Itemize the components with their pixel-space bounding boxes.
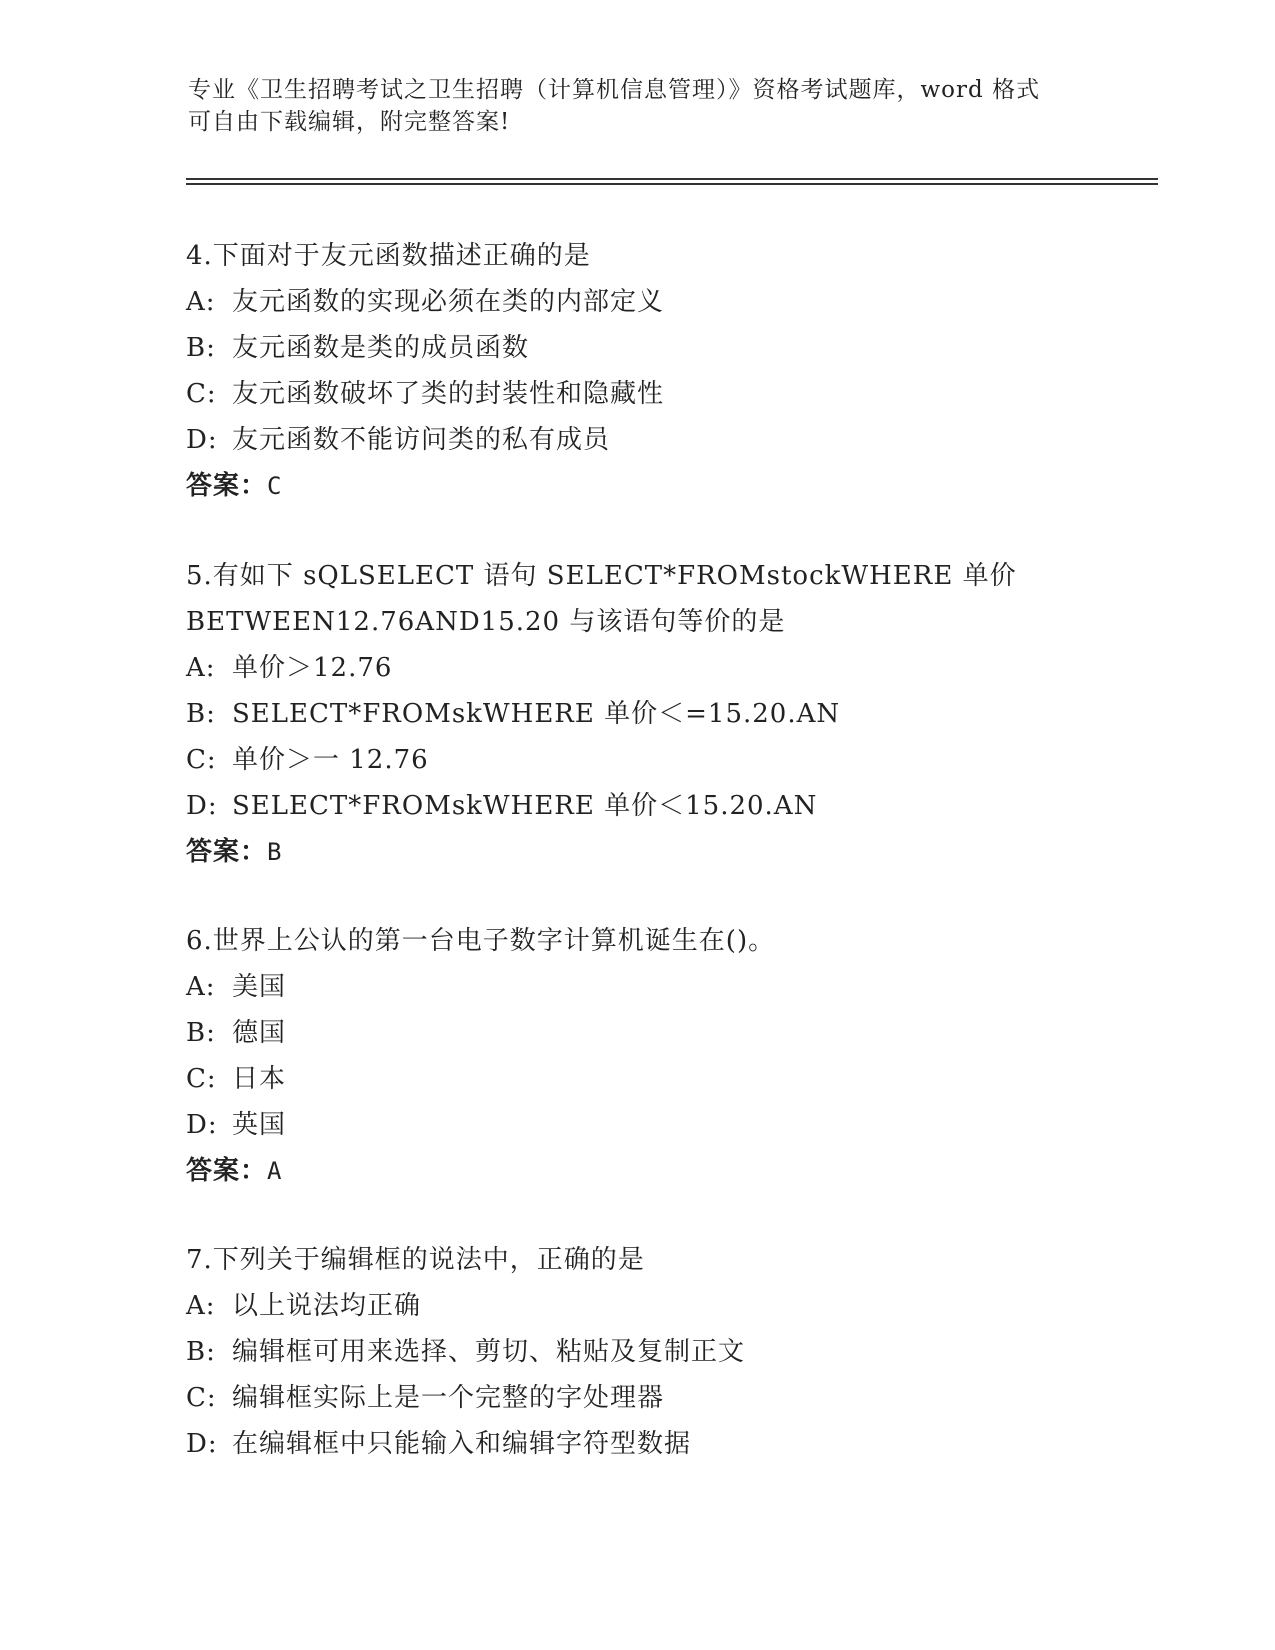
option-text: 编辑框可用来选择、剪切、粘贴及复制正文 (232, 1337, 746, 1367)
option-text: 友元函数的实现必须在类的内部定义 (232, 287, 665, 317)
answer-value: C (267, 472, 283, 500)
option-text: 单价＞12.76 (232, 653, 393, 683)
option-c (186, 1375, 1146, 1421)
question-4 (186, 233, 1146, 509)
option-label: D: (186, 425, 218, 455)
option-text: 美国 (232, 972, 287, 1002)
option-label: B: (186, 1018, 216, 1048)
option-c (186, 1056, 1146, 1102)
option-text: 友元函数不能访问类的私有成员 (232, 425, 611, 455)
option-text: 单价＞一 12.76 (232, 745, 429, 775)
option-b (186, 1329, 1146, 1375)
option-label: C: (186, 1383, 217, 1413)
option-d (186, 417, 1146, 463)
answer-value: A (267, 1157, 283, 1185)
option-label: A: (186, 653, 216, 683)
answer (186, 1148, 1146, 1194)
option-d (186, 783, 1146, 829)
option-text: 编辑框实际上是一个完整的字处理器 (232, 1383, 665, 1413)
option-a (186, 645, 1146, 691)
option-text: 友元函数是类的成员函数 (232, 333, 530, 363)
option-text: 以上说法均正确 (232, 1291, 422, 1321)
option-text: 英国 (232, 1110, 287, 1140)
answer (186, 463, 1146, 509)
option-b (186, 691, 1146, 737)
option-label: C: (186, 379, 217, 409)
question-stem: 7.下列关于编辑框的说法中，正确的是 (186, 1245, 645, 1275)
header-line-1: 专业《卫生招聘考试之卫生招聘（计算机信息管理）》资格考试题库，word 格式 (188, 77, 1041, 103)
question-stem: 6.世界上公认的第一台电子数字计算机诞生在()。 (186, 926, 776, 956)
question-stem-continued: BETWEEN12.76AND15.20 与该语句等价的是 (186, 607, 786, 637)
option-label: D: (186, 1110, 218, 1140)
answer-label: 答案： (186, 1156, 268, 1186)
option-label: C: (186, 745, 217, 775)
option-label: A: (186, 972, 216, 1002)
question-6 (186, 918, 1146, 1194)
option-label: B: (186, 1337, 216, 1367)
option-label: B: (186, 699, 216, 729)
question-stem: 4.下面对于友元函数描述正确的是 (186, 241, 591, 271)
option-text: 在编辑框中只能输入和编辑字符型数据 (232, 1429, 692, 1459)
option-label: C: (186, 1064, 217, 1094)
option-label: D: (186, 1429, 218, 1459)
question-stem: 5.有如下 sQLSELECT 语句 SELECT*FROMstockWHERE 单价 (186, 561, 1017, 591)
option-c (186, 737, 1146, 783)
option-label: B: (186, 333, 216, 363)
option-a (186, 1283, 1146, 1329)
question-7 (186, 1237, 1146, 1467)
answer-label: 答案： (186, 837, 268, 867)
option-a (186, 279, 1146, 325)
question-5 (186, 553, 1146, 875)
header-divider-top (186, 178, 1158, 180)
option-text: 友元函数破坏了类的封装性和隐藏性 (232, 379, 665, 409)
document-header (188, 74, 1068, 138)
answer-value: B (267, 838, 283, 866)
option-label: D: (186, 791, 218, 821)
option-d (186, 1102, 1146, 1148)
answer-label: 答案： (186, 471, 268, 501)
option-d (186, 1421, 1146, 1467)
header-divider-bottom (186, 183, 1158, 185)
option-text: 日本 (232, 1064, 287, 1094)
option-b (186, 325, 1146, 371)
header-line-2: 可自由下载编辑，附完整答案! (188, 109, 511, 135)
option-label: A: (186, 287, 216, 317)
option-label: A: (186, 1291, 216, 1321)
answer (186, 829, 1146, 875)
option-a (186, 964, 1146, 1010)
option-text: 德国 (232, 1018, 287, 1048)
option-text: SELECT*FROMskWHERE 单价＜15.20.AN (232, 791, 818, 821)
option-c (186, 371, 1146, 417)
option-b (186, 1010, 1146, 1056)
option-text: SELECT*FROMskWHERE 单价＜=15.20.AN (232, 699, 841, 729)
